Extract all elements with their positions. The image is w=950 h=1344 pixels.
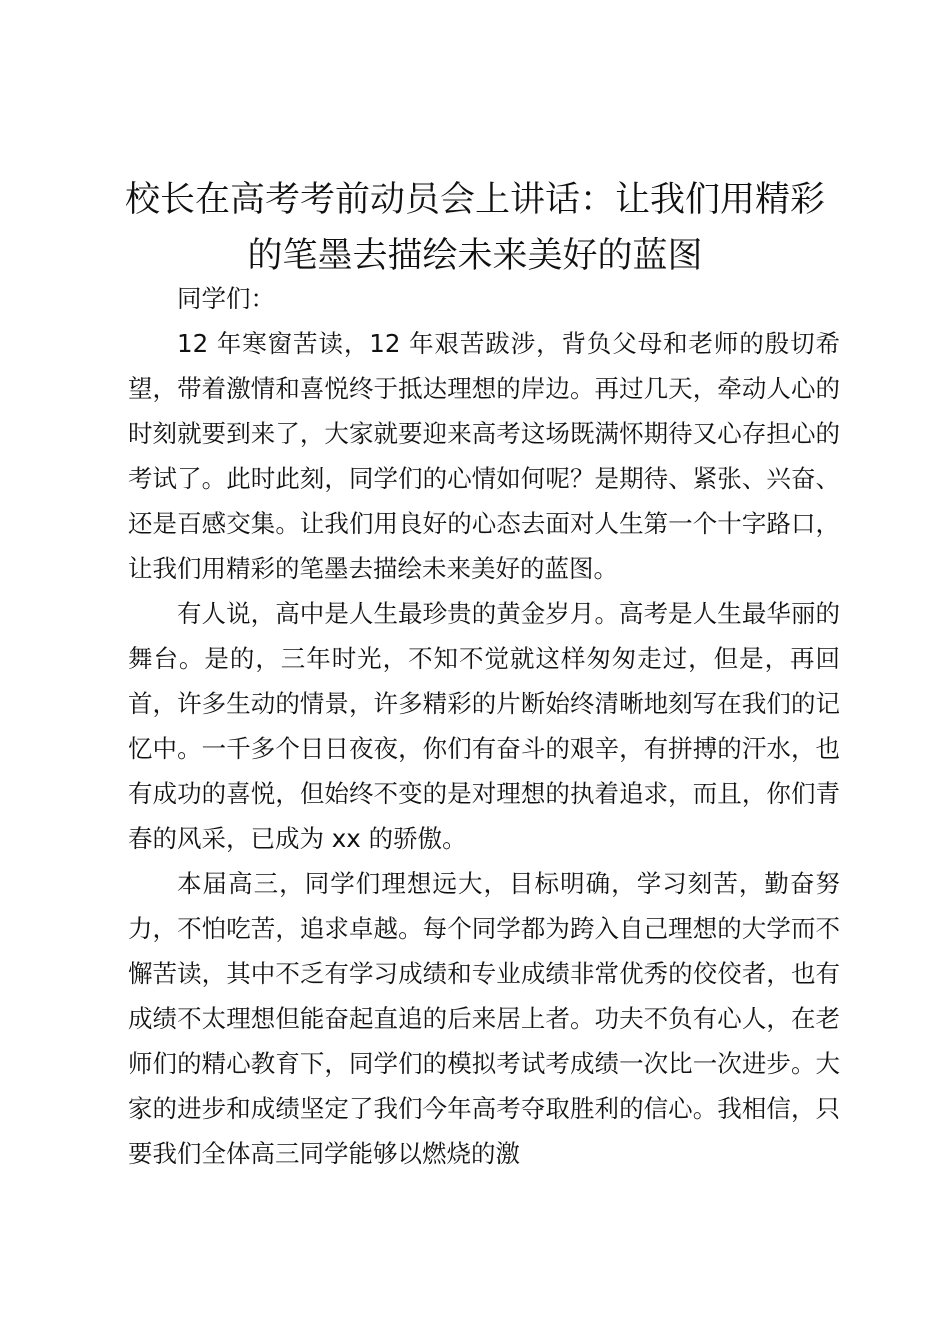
salutation: 同学们： [177,284,275,313]
paragraph-3: 本届高三，同学们理想远大，目标明确，学习刻苦，勤奋努力，不怕吃苦，追求卓越。每个同学都为跨入自己理想的大学而不懈苦读，其中不乏有学习成绩和专业成绩非常优秀的佼佼者，也有成绩不太理想但能奋起直追的后来居上者。功夫不负有心人，在老师们的精心教育下，同学们的模拟考试考成绩一次比一次进步。大家的进步和成绩坚定了我们今年高考夺取胜利的信心。我相信，只要我们全体高三同学能够以燃烧的激 [128,869,840,1168]
document-body [128,276,840,1176]
document-title: 校长在高考考前动员会上讲话：让我们用精彩的笔墨去描绘未来美好的蓝图 [124,180,825,276]
paragraph-2: 有人说，高中是人生最珍贵的黄金岁月。高考是人生最华丽的舞台。是的，三年时光，不知不觉就这样匆匆走过，但是，再回首，许多生动的情景，许多精彩的片断始终清晰地刻写在我们的记忆中。一千多个日日夜夜，你们有奋斗的艰辛，有拼搏的汗水，也有成功的喜悦，但始终不变的是对理想的执着追求，而且，你们青春的风采，已成为 xx 的骄傲。 [128,599,840,853]
paragraph-1: 12 年寒窗苦读，12 年艰苦跋涉，背负父母和老师的殷切希望，带着激情和喜悦终于抵达理想的岸边。再过几天，牵动人心的时刻就要到来了，大家就要迎来高考这场既满怀期待又心存担心的考试了。此时此刻，同学们的心情如何呢？是期待、紧张、兴奋、还是百感交集。让我们用良好的心态去面对人生第一个十字路口，让我们用精彩的笔墨去描绘未来美好的蓝图。 [128,329,840,583]
